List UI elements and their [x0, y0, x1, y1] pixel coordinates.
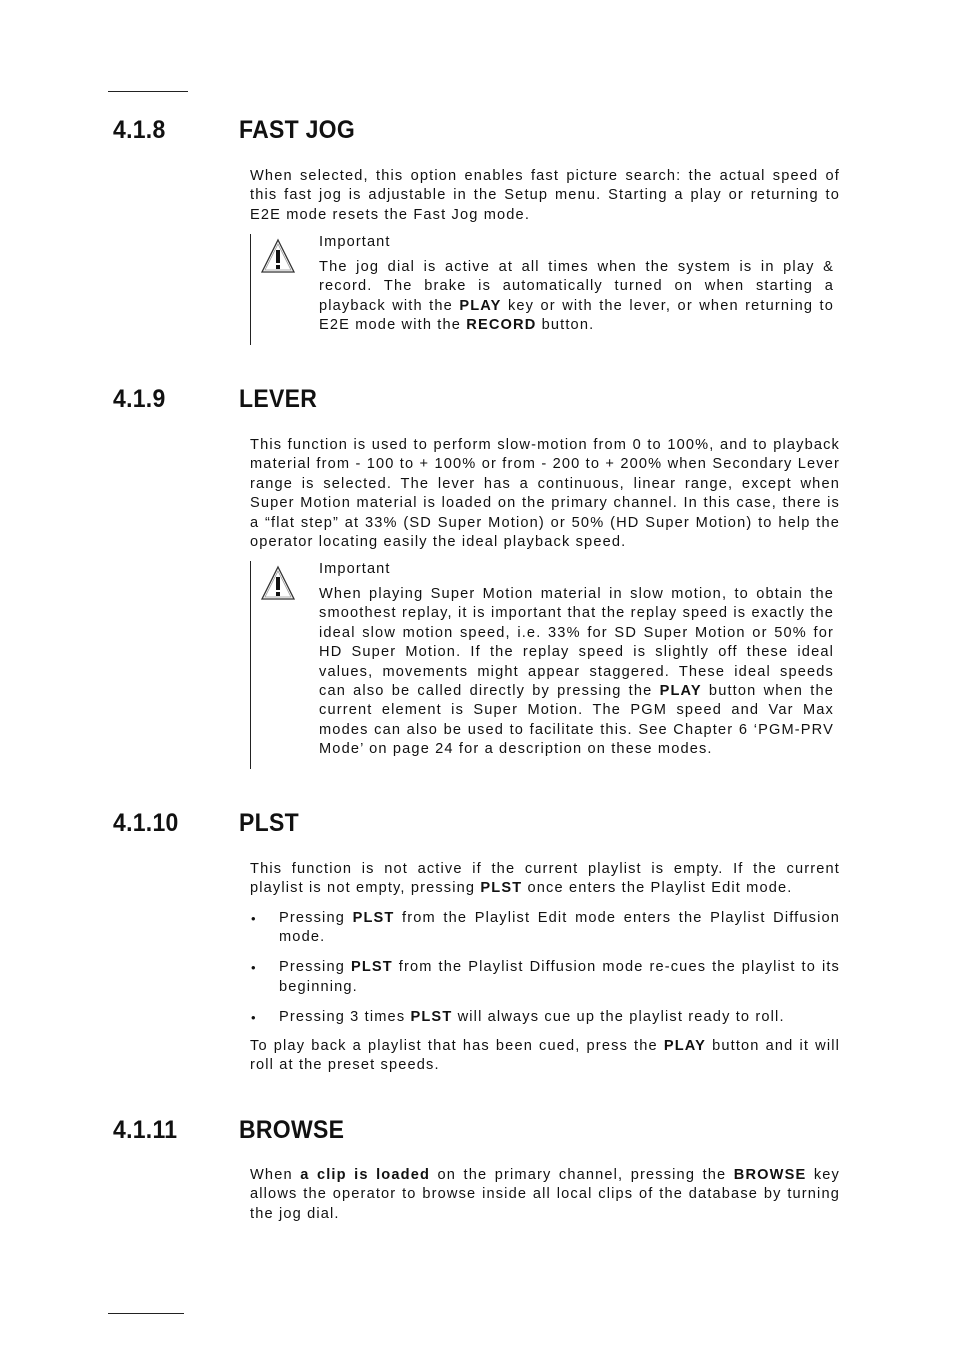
list-item: • Pressing PLST from the Playlist Diffusion mode re-cues the playlist to its beginning.: [250, 958, 840, 997]
bold-term: BROWSE: [733, 1167, 807, 1183]
section-title: LEVER: [239, 385, 318, 413]
section-title: BROWSE: [239, 1116, 345, 1144]
note-text: The jog dial is active at all times when the system is in play & record. The brake is automatically turned on when starting a playback with the PLAY key or with the lever, or when returning to E2E mode with the RECORD button.: [319, 259, 834, 334]
section-number: 4.1.8: [113, 116, 166, 144]
warning-icon: [260, 565, 296, 601]
bold-term: PLAY: [659, 683, 702, 700]
section-number: 4.1.9: [113, 385, 166, 413]
section-number: 4.1.11: [113, 1116, 178, 1144]
section-paragraph: To play back a playlist that has been cued, press the PLAY button and it will roll at the preset speeds.: [250, 1038, 840, 1074]
bullet-list: [250, 909, 840, 1038]
note-text: When playing Super Motion material in slow motion, to obtain the smoothest replay, it is important that the replay speed is exactly the ideal slow motion speed, i.e. 33% for SD Super Motion or 50% for HD Super Motion. If the replay speed is slightly off these ideal values, movements might appear staggered. These ideal speeds can also be called directly by pressing the PLAY button when the current element is Super Motion. The PGM speed and Var Max modes can also be used to facilitate this. See Chapter 6 ‘PGM-PRV Mode’ on page 24 for a description on these modes.: [319, 586, 834, 758]
section-title: PLST: [239, 809, 299, 837]
note-label: Important: [319, 561, 391, 577]
list-item: • Pressing PLST from the Playlist Edit mode enters the Playlist Diffusion mode.: [250, 909, 840, 948]
bold-term: PLST: [352, 910, 395, 926]
section-heading-plst: [113, 809, 299, 838]
bold-term: a clip is loaded: [300, 1167, 431, 1183]
bold-term: PLAY: [663, 1038, 707, 1054]
bold-term: PLAY: [459, 297, 502, 314]
bold-term: RECORD: [466, 317, 537, 334]
warning-icon: [260, 238, 296, 274]
bold-term: PLST: [480, 880, 523, 897]
header-rule: [108, 91, 188, 92]
list-item: • Pressing 3 times PLST will always cue up the playlist ready to roll.: [250, 1008, 840, 1027]
section-paragraph: This function is not active if the current playlist is empty. If the current playlist is not empty, pressing PLST once enters the Playlist Edit mode.: [250, 861, 840, 897]
section-heading-browse: [113, 1116, 344, 1145]
section-paragraph: This function is used to perform slow-motion from 0 to 100%, and to playback material from - 100 to + 100% or from - 200 to + 200% when Secondary Lever range is selected. The lever has a continuous, linear range, except when Super Motion material is loaded on the primary channel. In this case, there is a “flat step” at 33% (SD Super Motion) or 50% (HD Super Motion) to help the operator locating easily the ideal playback speed.: [250, 437, 840, 551]
footer-rule: [108, 1313, 184, 1314]
important-note: [250, 234, 834, 345]
section-paragraph: When selected, this option enables fast picture search: the actual speed of this fast jog is adjustable in the Setup menu. Starting a play or returning to E2E mode resets the Fast Jog mode.: [250, 168, 840, 223]
section-heading-fast-jog: [113, 116, 355, 145]
bold-term: PLST: [350, 959, 393, 976]
section-heading-lever: [113, 385, 317, 414]
section-number: 4.1.10: [113, 809, 179, 837]
section-paragraph: When a clip is loaded on the primary channel, pressing the BROWSE key allows the operator to browse inside all local clips of the database by turning the jog dial.: [250, 1167, 840, 1222]
section-title: FAST JOG: [239, 116, 356, 144]
note-label: Important: [319, 234, 391, 250]
important-note: [250, 561, 834, 769]
bold-term: PLST: [410, 1008, 453, 1025]
